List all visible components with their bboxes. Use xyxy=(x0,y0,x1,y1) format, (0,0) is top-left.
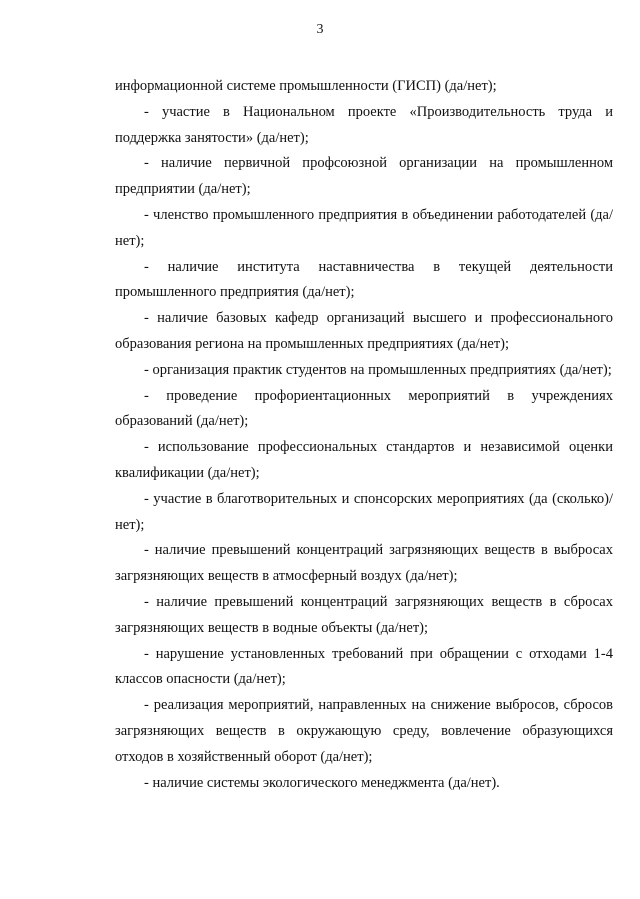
list-item-charity: - участие в благотворительных и спонсорских мероприятиях (да (сколько)/нет); xyxy=(115,490,613,533)
paragraph-gisp: информационной системе промышленности (ГИСП) (да/нет); xyxy=(115,78,497,94)
page-number: 3 xyxy=(316,22,324,37)
list-item-national-project: - участие в Национальном проекте «Производительность труда и поддержка занятости» (да/нет); xyxy=(115,103,613,146)
list-item-waste-handling: - нарушение установленных требований при обращении с отходами 1-4 классов опасности (да/нет); xyxy=(115,645,613,688)
list-item-student-internships: - организация практик студентов на промышленных предприятиях (да/нет); xyxy=(144,361,612,378)
list-item-career-guidance: - проведение профориентационных мероприятий в учреждениях образований (да/нет); xyxy=(115,387,613,430)
list-item-emission-reduction: - реализация мероприятий, направленных на снижение выбросов, сбросов загрязняющих веществ в окружающую среду, вовлечение образующихся отходов в хозяйственный оборот (да/нет); xyxy=(115,697,613,765)
list-item-professional-standards: - использование профессиональных стандартов и независимой оценки квалификации (да/нет); xyxy=(115,439,613,481)
document-body xyxy=(115,74,613,796)
list-item-water-discharges: - наличие превышений концентраций загрязняющих веществ в сбросах загрязняющих веществ в водные объекты (да/нет); xyxy=(115,593,613,636)
list-item-environmental-management: - наличие системы экологического менеджмента (да/нет). xyxy=(144,774,500,791)
list-item-base-departments: - наличие базовых кафедр организаций высшего и профессионального образования региона на промышленных предприятиях (да/нет); xyxy=(115,310,613,352)
list-item-trade-union: - наличие первичной профсоюзной организации на промышленном предприятии (да/нет); xyxy=(115,155,613,198)
list-item-mentoring: - наличие института наставничества в текущей деятельности промышленного предприятия (да/нет); xyxy=(115,258,613,301)
list-item-air-emissions: - наличие превышений концентраций загрязняющих веществ в выбросах загрязняющих веществ в атмосферный воздух (да/нет); xyxy=(115,542,613,585)
list-item-employers-association: - членство промышленного предприятия в объединении работодателей (да/нет); xyxy=(115,206,613,249)
